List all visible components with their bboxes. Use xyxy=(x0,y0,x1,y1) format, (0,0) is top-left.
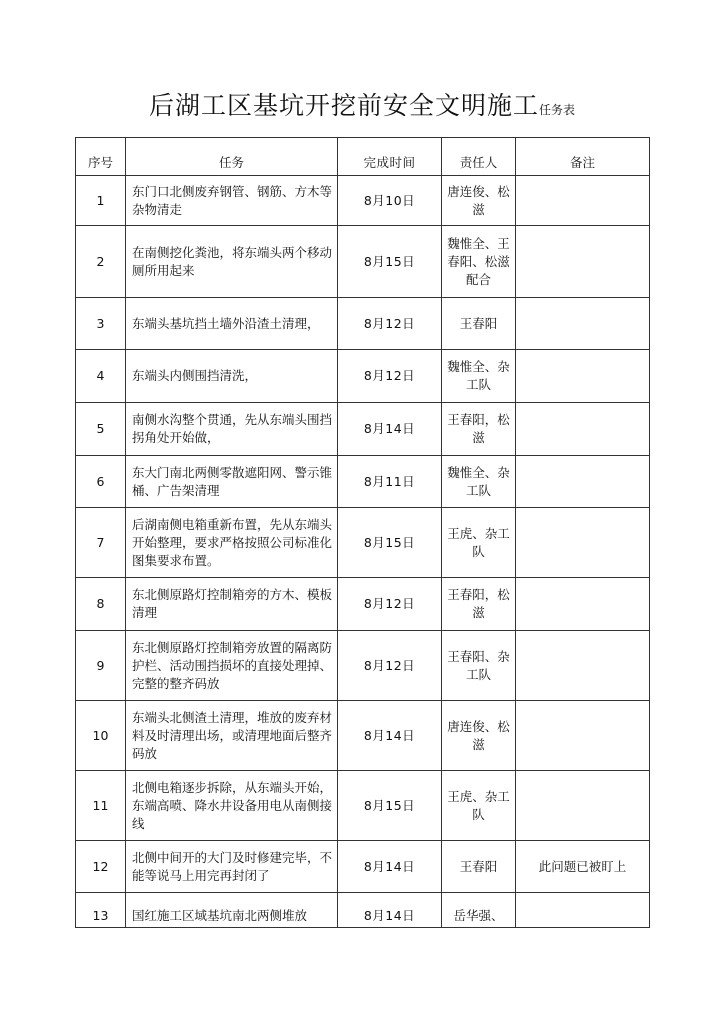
row-task: 东大门南北两侧零散遮阳网、警示锥桶、广告架清理 xyxy=(126,456,338,508)
row-task: 东门口北侧废弃钢管、钢筋、方木等杂物清走 xyxy=(126,176,338,226)
row-note xyxy=(516,226,650,298)
row-no: 2 xyxy=(76,226,126,298)
row-date: 8月12日 xyxy=(338,578,442,631)
table-row xyxy=(76,176,650,226)
table-row xyxy=(76,631,650,701)
title-main: 后湖工区基坑开挖前安全文明施工 xyxy=(148,91,539,120)
table-row xyxy=(76,350,650,403)
row-date: 8月15日 xyxy=(338,508,442,578)
row-note xyxy=(516,176,650,226)
row-no: 12 xyxy=(76,841,126,893)
row-task: 南侧水沟整个贯通，先从东端头围挡拐角处开始做， xyxy=(126,403,338,456)
row-no: 13 xyxy=(76,893,126,928)
row-note xyxy=(516,893,650,928)
row-no: 10 xyxy=(76,701,126,771)
row-note xyxy=(516,403,650,456)
row-note xyxy=(516,631,650,701)
row-task: 东北侧原路灯控制箱旁放置的隔离防护栏、活动围挡损坏的直接处理掉、完整的整齐码放 xyxy=(126,631,338,701)
header-task: 任务 xyxy=(126,138,338,176)
table-row xyxy=(76,578,650,631)
row-note xyxy=(516,508,650,578)
row-date: 8月14日 xyxy=(338,701,442,771)
table-row xyxy=(76,298,650,350)
row-date: 8月12日 xyxy=(338,350,442,403)
row-owner: 魏惟全、杂工队 xyxy=(442,350,516,403)
title-suffix: 任务表 xyxy=(539,103,576,117)
task-table xyxy=(75,137,650,928)
row-task: 东端头内侧围挡清洗， xyxy=(126,350,338,403)
row-owner: 岳华强、 xyxy=(442,893,516,928)
row-owner: 王虎、杂工队 xyxy=(442,508,516,578)
row-no: 8 xyxy=(76,578,126,631)
table-row xyxy=(76,841,650,893)
row-date: 8月12日 xyxy=(338,631,442,701)
table-row xyxy=(76,701,650,771)
row-no: 6 xyxy=(76,456,126,508)
row-task: 北侧中间开的大门及时修建完毕，不能等说马上用完再封闭了 xyxy=(126,841,338,893)
row-owner: 唐连俊、松滋 xyxy=(442,176,516,226)
row-task: 东端头基坑挡土墙外沿渣土清理， xyxy=(126,298,338,350)
row-task: 东北侧原路灯控制箱旁的方木、模板清理 xyxy=(126,578,338,631)
table-row xyxy=(76,226,650,298)
row-note xyxy=(516,350,650,403)
row-date: 8月14日 xyxy=(338,403,442,456)
row-note xyxy=(516,298,650,350)
row-no: 3 xyxy=(76,298,126,350)
row-no: 4 xyxy=(76,350,126,403)
header-note: 备注 xyxy=(516,138,650,176)
row-owner: 王春阳、杂工队 xyxy=(442,631,516,701)
header-no: 序号 xyxy=(76,138,126,176)
row-date: 8月15日 xyxy=(338,226,442,298)
table-header-row xyxy=(76,138,650,176)
row-no: 11 xyxy=(76,771,126,841)
row-note xyxy=(516,578,650,631)
row-owner: 王春阳，松滋 xyxy=(442,403,516,456)
row-no: 7 xyxy=(76,508,126,578)
row-task: 东端头北侧渣土清理，堆放的废弃材料及时清理出场，或清理地面后整齐码放 xyxy=(126,701,338,771)
row-date: 8月15日 xyxy=(338,771,442,841)
row-no: 9 xyxy=(76,631,126,701)
row-task: 北侧电箱逐步拆除，从东端头开始，东端高喷、降水井设备用电从南侧接线 xyxy=(126,771,338,841)
row-no: 5 xyxy=(76,403,126,456)
row-date: 8月14日 xyxy=(338,841,442,893)
table-row xyxy=(76,771,650,841)
table-row xyxy=(76,893,650,928)
row-task: 在南侧挖化粪池，将东端头两个移动厕所用起来 xyxy=(126,226,338,298)
header-owner: 责任人 xyxy=(442,138,516,176)
row-owner: 王春阳 xyxy=(442,841,516,893)
row-owner: 唐连俊、松滋 xyxy=(442,701,516,771)
row-note xyxy=(516,701,650,771)
document-title xyxy=(0,86,724,122)
row-note xyxy=(516,456,650,508)
table-row xyxy=(76,403,650,456)
row-owner: 王春阳 xyxy=(442,298,516,350)
row-owner: 王春阳，松滋 xyxy=(442,578,516,631)
row-date: 8月10日 xyxy=(338,176,442,226)
table-row xyxy=(76,508,650,578)
row-date: 8月14日 xyxy=(338,893,442,928)
row-date: 8月11日 xyxy=(338,456,442,508)
row-owner: 王虎、杂工队 xyxy=(442,771,516,841)
row-owner: 魏惟全、王春阳、松滋配合 xyxy=(442,226,516,298)
row-note xyxy=(516,771,650,841)
row-date: 8月12日 xyxy=(338,298,442,350)
header-date: 完成时间 xyxy=(338,138,442,176)
row-owner: 魏惟全、杂工队 xyxy=(442,456,516,508)
row-task: 国红施工区域基坑南北两侧堆放 xyxy=(126,893,338,928)
table-row xyxy=(76,456,650,508)
row-no: 1 xyxy=(76,176,126,226)
row-note: 此问题已被盯上 xyxy=(516,841,650,893)
row-task: 后湖南侧电箱重新布置，先从东端头开始整理，要求严格按照公司标准化图集要求布置。 xyxy=(126,508,338,578)
